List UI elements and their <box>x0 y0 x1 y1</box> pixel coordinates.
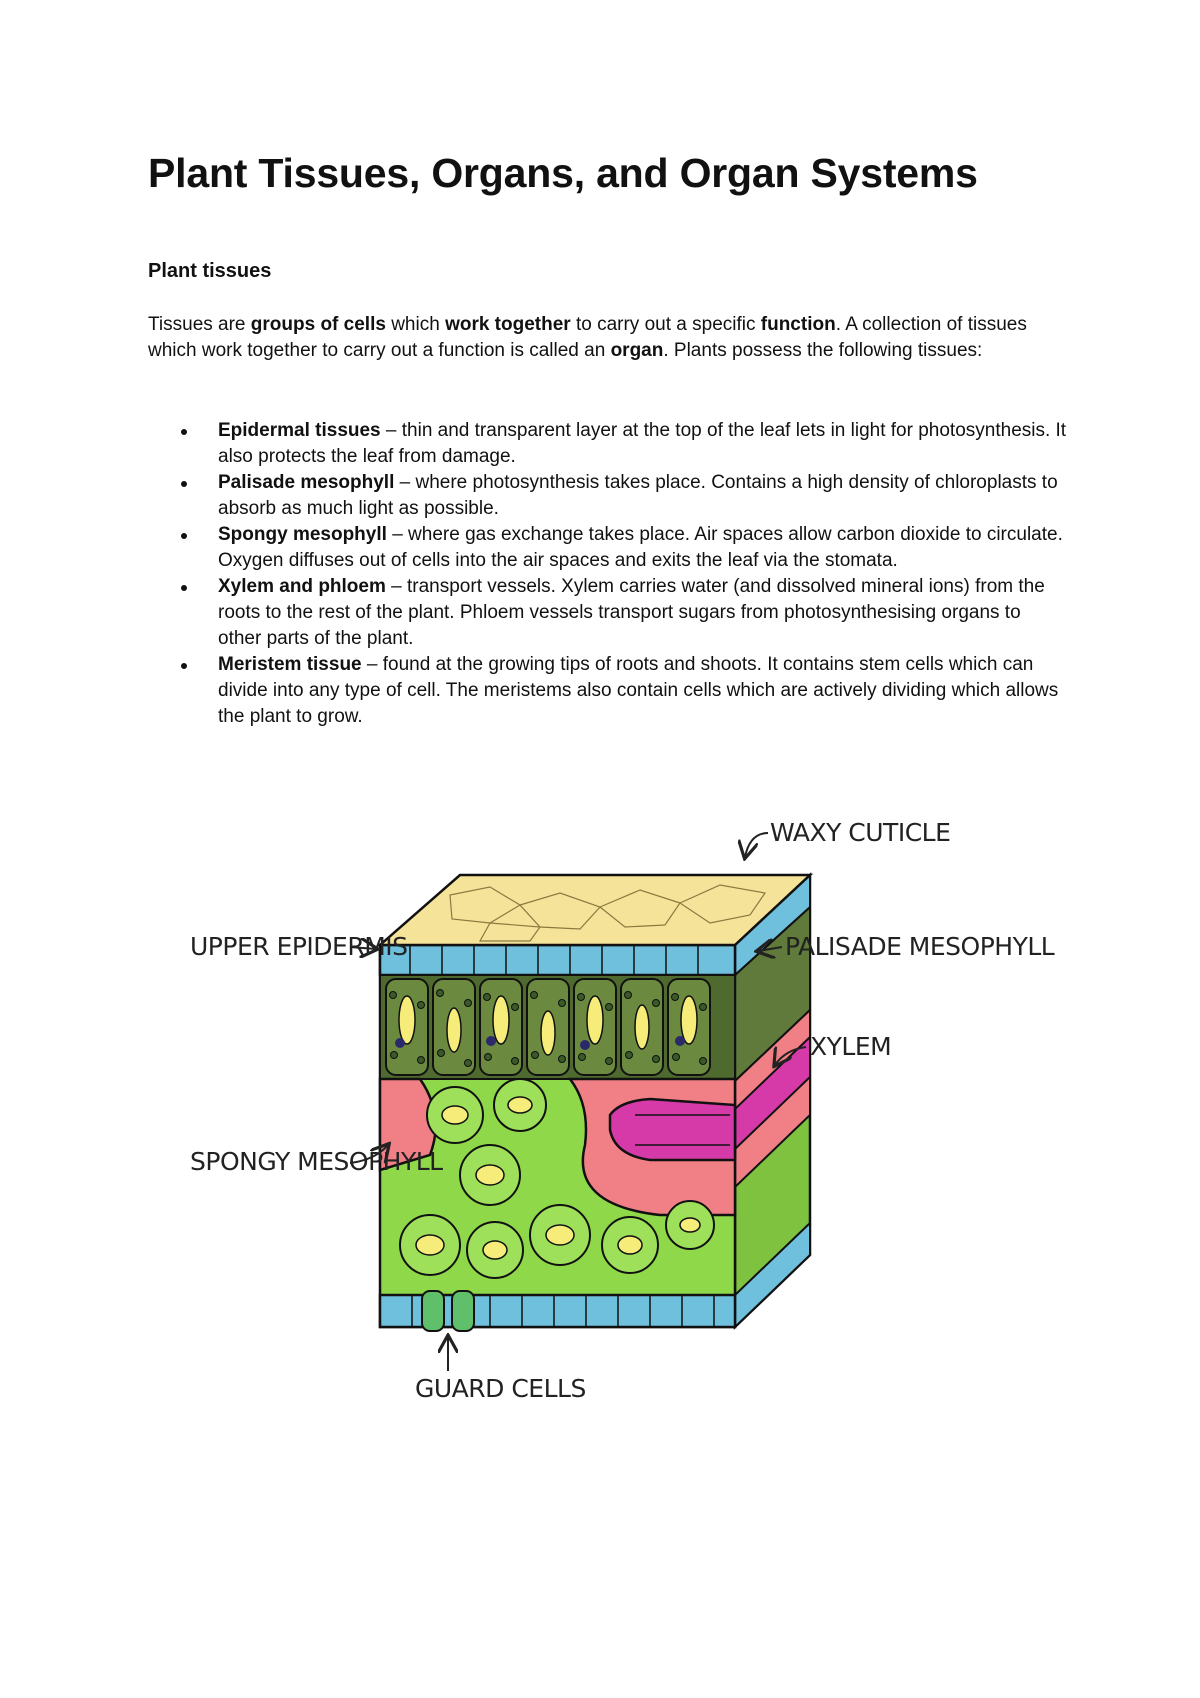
intro-text: which <box>385 314 446 335</box>
list-item <box>148 522 1068 574</box>
label-palisade-mesophyll: PALISADE MESOPHYLL <box>785 932 1055 961</box>
xylem-vessel <box>610 1099 735 1160</box>
front-upper-epidermis <box>380 945 735 975</box>
tissue-term: Epidermal tissues <box>218 420 381 441</box>
intro-text: to carry out a specific <box>570 314 761 335</box>
intro-text: . Plants possess the following tissues: <box>663 340 983 361</box>
intro-bold-term: function <box>760 314 836 335</box>
tissue-description: – transport vessels. Xylem carries water (and dissolved mineral ions) from the roots to the rest of the plant. Phloem vessels transport sugars from photosynthesising organs to other parts of the plant. <box>218 576 1045 649</box>
intro-bold-term: work together <box>445 314 571 335</box>
label-waxy-cuticle: WAXY CUTICLE <box>770 818 951 847</box>
list-item <box>148 470 1068 522</box>
arrow-waxy-cuticle <box>745 833 768 857</box>
section-heading: Plant tissues <box>148 260 272 282</box>
list-item <box>148 652 1068 730</box>
tissue-term: Xylem and phloem <box>218 576 386 597</box>
list-item <box>148 418 1068 470</box>
tissue-description: – thin and transparent layer at the top of the leaf lets in light for photosynthesis. It also protects the leaf from damage. <box>218 420 1067 467</box>
list-item <box>148 574 1068 652</box>
tissue-description: – where photosynthesis takes place. Contains a high density of chloroplasts to absorb as much light as possible. <box>218 472 1058 519</box>
intro-text: . A collection of tissues which work together to carry out a function is called an <box>148 314 1027 361</box>
bullet-icon <box>181 663 187 669</box>
tissue-term: Palisade mesophyll <box>218 472 395 493</box>
intro-paragraph <box>148 312 1068 364</box>
tissue-term: Spongy mesophyll <box>218 524 387 545</box>
bullet-icon <box>181 585 187 591</box>
page-title: Plant Tissues, Organs, and Organ Systems <box>148 150 978 196</box>
leaf-cross-section-diagram <box>190 815 1055 1405</box>
label-spongy-mesophyll: SPONGY MESOPHYLL <box>190 1147 443 1176</box>
bullet-icon <box>181 429 187 435</box>
intro-bold-term: organ <box>610 340 664 361</box>
bullet-icon <box>181 533 187 539</box>
waxy-cuticle-layer <box>380 875 810 945</box>
intro-bold-term: groups of cells <box>250 314 386 335</box>
leaf-diagram-svg <box>190 815 1055 1405</box>
intro-text: Tissues are <box>148 314 251 335</box>
tissue-list <box>148 418 1068 730</box>
tissue-term: Meristem tissue <box>218 654 362 675</box>
tissue-description: – found at the growing tips of roots and shoots. It contains stem cells which can divide into any type of cell. The meristems also contain cells which are actively dividing which allows the plant to grow. <box>218 654 1059 727</box>
label-upper-epidermis: UPPER EPIDERMIS <box>190 932 408 961</box>
tissue-description: – where gas exchange takes place. Air spaces allow carbon dioxide to circulate. Oxygen diffuses out of cells into the air spaces and exits the leaf via the stomata. <box>218 524 1063 571</box>
label-xylem: XYLEM <box>810 1032 892 1061</box>
bullet-icon <box>181 481 187 487</box>
label-guard-cells: GUARD CELLS <box>415 1374 586 1403</box>
